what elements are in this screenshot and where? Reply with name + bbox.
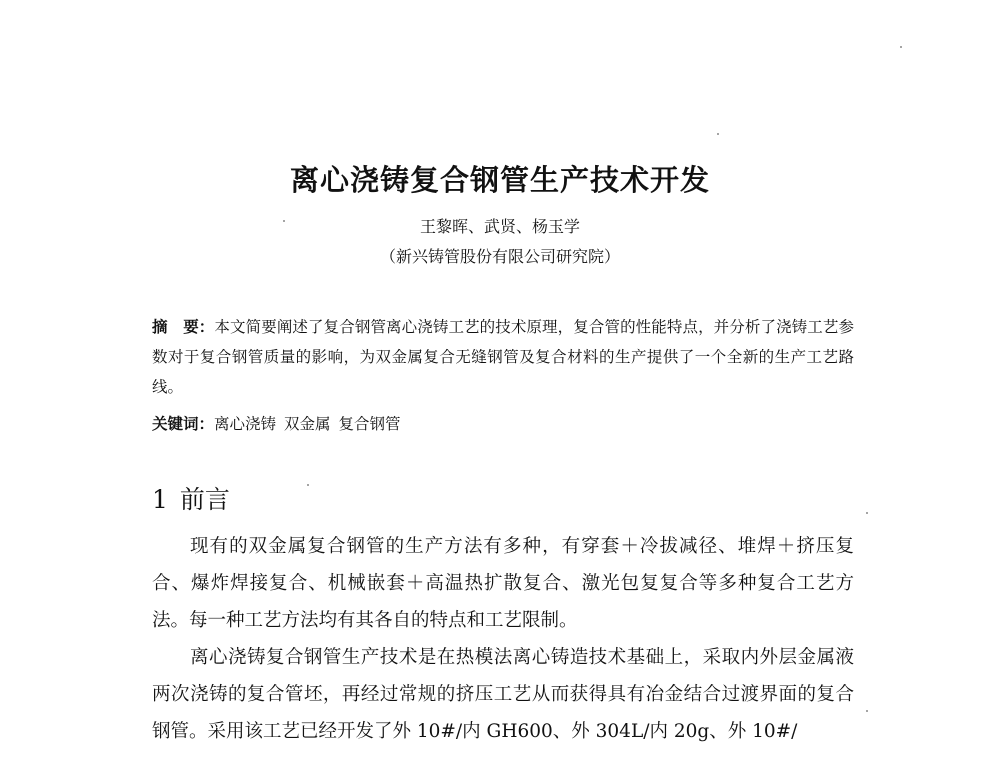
paper-authors: 王黎晖、武贤、杨玉学: [419, 217, 580, 236]
abstract: [152, 312, 854, 402]
keywords-label: 关键词：: [152, 415, 215, 433]
keyword-item: 双金属: [284, 415, 331, 433]
section-number: 1: [152, 485, 168, 514]
paper-affiliation: （新兴铸管股份有限公司研究院）: [379, 247, 620, 266]
scan-speck: [283, 220, 285, 222]
scan-speck: [866, 512, 868, 514]
paper-title: 离心浇铸复合钢管生产技术开发: [289, 163, 710, 197]
scan-speck: [307, 484, 309, 486]
keyword-item: 复合钢管: [338, 415, 401, 433]
scan-speck: [717, 133, 719, 135]
body-paragraph: 现有的双金属复合钢管的生产方法有多种，有穿套＋冷拔减径、堆焊＋挤压复合、爆炸焊接复合、机械嵌套＋高温热扩散复合、激光包复复合等多种复合工艺方法。每一种工艺方法均有其各自的特点和工艺限制。: [152, 536, 854, 631]
abstract-label: 摘 要：: [152, 318, 215, 336]
section-body: [152, 528, 854, 750]
body-paragraph: 离心浇铸复合钢管生产技术是在热模法离心铸造技术基础上，采取内外层金属液两次浇铸的复合管坯，再经过常规的挤压工艺从而获得具有冶金结合过渡界面的复合钢管。采用该工艺已经开发了外 10#/内 GH600、外 304L/内 20g、外 10#/: [152, 647, 854, 742]
keyword-item: 离心浇铸: [214, 415, 277, 433]
section-heading: [152, 480, 230, 516]
scan-speck: [866, 710, 868, 712]
abstract-text: 本文简要阐述了复合钢管离心浇铸工艺的技术原理，复合管的性能特点，并分析了浇铸工艺参数对于复合钢管质量的影响，为双金属复合无缝钢管及复合材料的生产提供了一个全新的生产工艺路线。: [152, 318, 854, 396]
keywords: [152, 412, 409, 434]
section-title: 前言: [179, 485, 230, 514]
scan-speck: [900, 46, 902, 48]
